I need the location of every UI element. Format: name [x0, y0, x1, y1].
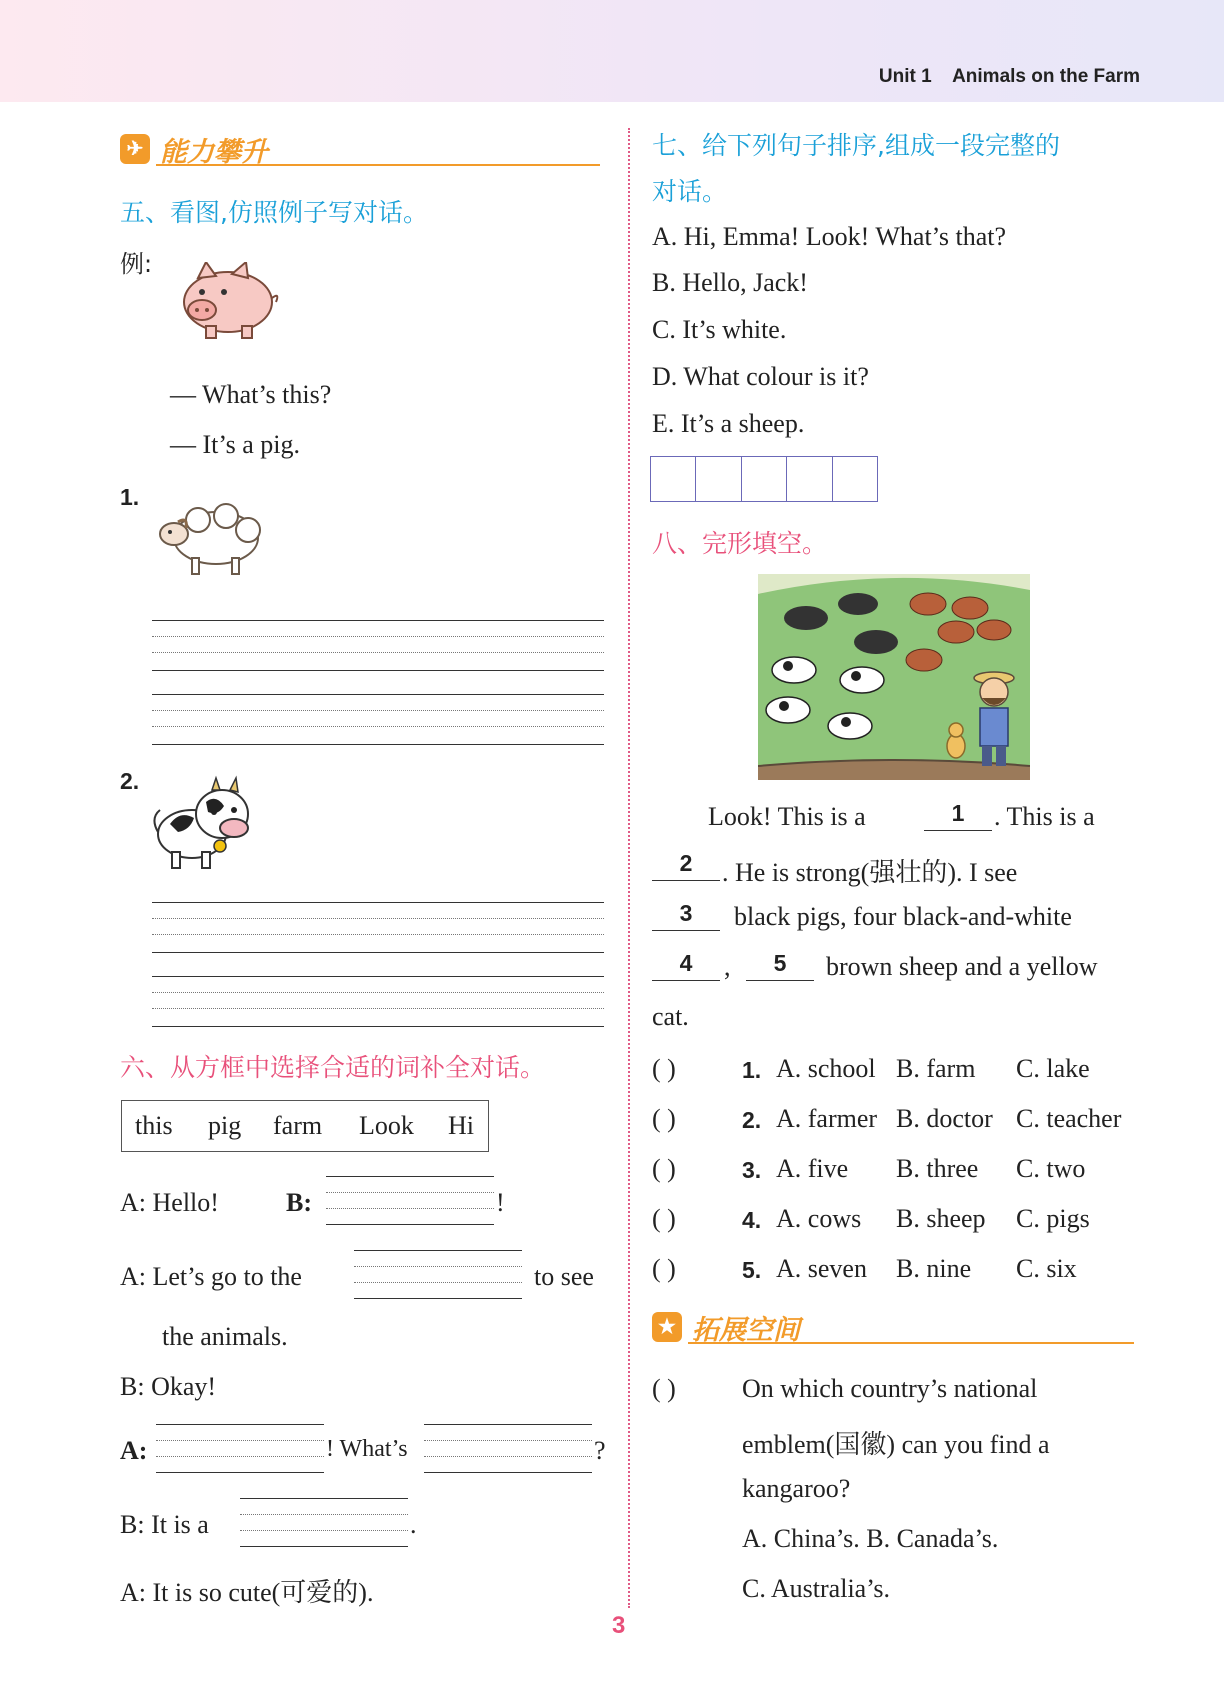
order-answer-box[interactable]	[696, 457, 741, 501]
writing-guide	[152, 918, 604, 919]
q7-option: E. It’s a sheep.	[652, 409, 805, 438]
choice-option[interactable]: C. pigs	[1016, 1204, 1090, 1233]
writing-guide	[152, 652, 604, 653]
section-underline	[688, 1342, 1134, 1344]
answer-guide	[326, 1208, 494, 1209]
q6-heading: 六、从方框中选择合适的词补全对话。	[120, 1053, 546, 1082]
answer-line[interactable]	[326, 1176, 494, 1177]
punctuation: .	[410, 1510, 417, 1539]
dialog-line-2c: the animals.	[162, 1322, 288, 1351]
choice-option[interactable]: B. nine	[896, 1254, 972, 1283]
passage-text: cat.	[652, 1002, 689, 1031]
unit-header	[879, 66, 1140, 88]
answer-guide	[240, 1530, 408, 1531]
passage-text: brown sheep and a yellow	[826, 952, 1098, 981]
choice-option[interactable]: A. seven	[776, 1254, 867, 1283]
answer-paren[interactable]: ( )	[652, 1054, 676, 1083]
answer-paren[interactable]: ( )	[652, 1154, 676, 1183]
word-box	[121, 1100, 489, 1152]
writing-line[interactable]	[152, 620, 604, 621]
answer-guide	[156, 1440, 324, 1441]
rocket-icon: ✈	[120, 134, 150, 164]
answer-paren[interactable]: ( )	[652, 1204, 676, 1233]
writing-line[interactable]	[152, 976, 604, 977]
cloze-blank[interactable]: 5	[746, 950, 814, 981]
choice-option[interactable]: C. two	[1016, 1154, 1086, 1183]
answer-line[interactable]	[326, 1224, 494, 1225]
choice-number: 3.	[742, 1157, 762, 1183]
passage-text: . This is a	[994, 802, 1095, 831]
order-answer-box[interactable]	[833, 457, 877, 501]
word-box-word: Hi	[448, 1111, 474, 1140]
choice-number: 1.	[742, 1057, 762, 1083]
page-number: 3	[612, 1612, 626, 1639]
q7-option: C. It’s white.	[652, 315, 787, 344]
answer-line[interactable]	[354, 1250, 522, 1251]
answer-guide	[424, 1440, 592, 1441]
example-answer: — It’s a pig.	[170, 430, 300, 459]
cloze-blank[interactable]: 3	[652, 900, 720, 931]
passage-text: Look! This is a	[708, 802, 866, 831]
answer-guide	[354, 1266, 522, 1267]
q5-heading: 五、看图,仿照例子写对话。	[120, 198, 428, 227]
dialog-line-1a: A: Hello!	[120, 1188, 219, 1217]
word-box-word: farm	[273, 1111, 323, 1140]
choice-option[interactable]: B. three	[896, 1154, 979, 1183]
word-box-word: pig	[208, 1111, 242, 1140]
choice-number: 5.	[742, 1257, 762, 1283]
choice-option[interactable]: A. farmer	[776, 1104, 878, 1133]
writing-guide	[152, 934, 604, 935]
writing-guide	[152, 710, 604, 711]
choice-option[interactable]: B. sheep	[896, 1204, 986, 1233]
extend-question-cont: emblem(国徽) can you find a	[742, 1430, 1050, 1459]
passage-text: black pigs, four black-and-white	[734, 902, 1072, 931]
cloze-blank[interactable]: 1	[924, 800, 992, 831]
writing-line[interactable]	[152, 670, 604, 671]
answer-guide	[354, 1282, 522, 1283]
cloze-blank[interactable]: 4	[652, 950, 720, 981]
q7-option: A. Hi, Emma! Look! What’s that?	[652, 222, 1007, 251]
dialog-line-3: B: Okay!	[120, 1372, 217, 1401]
cloze-blank[interactable]: 2	[652, 850, 720, 881]
q7-option: B. Hello, Jack!	[652, 268, 808, 297]
order-answer-box[interactable]	[787, 457, 832, 501]
punctuation: ?	[594, 1436, 606, 1465]
writing-line[interactable]	[152, 952, 604, 953]
writing-guide	[152, 992, 604, 993]
example-question: — What’s this?	[170, 380, 332, 409]
dialog-line-4b: ! What’s	[326, 1436, 408, 1462]
answer-line[interactable]	[156, 1472, 324, 1473]
passage-text: . He is strong(强壮的). I see	[722, 858, 1018, 887]
star-icon: ★	[652, 1312, 682, 1342]
answer-guide	[240, 1514, 408, 1515]
unit-label: Unit 1	[878, 66, 932, 87]
choice-option[interactable]: A. cows	[776, 1204, 862, 1233]
extend-question: On which country’s national	[742, 1374, 1038, 1403]
example-label: 例:	[120, 250, 153, 278]
cow-image	[150, 772, 262, 874]
choice-option[interactable]: B. doctor	[896, 1104, 993, 1133]
choice-option[interactable]: A. five	[776, 1154, 849, 1183]
order-answer-box[interactable]	[651, 457, 696, 501]
choice-option[interactable]: A. school	[776, 1054, 876, 1083]
writing-line[interactable]	[152, 694, 604, 695]
answer-line[interactable]	[354, 1298, 522, 1299]
answer-line[interactable]	[424, 1424, 592, 1425]
answer-line[interactable]	[240, 1546, 408, 1547]
answer-line[interactable]	[240, 1498, 408, 1499]
q7-heading-cont: 对话。	[652, 177, 728, 206]
item-number: 2.	[120, 768, 140, 794]
answer-line[interactable]	[156, 1424, 324, 1425]
answer-paren[interactable]: ( )	[652, 1374, 676, 1403]
writing-line[interactable]	[152, 744, 604, 745]
writing-line[interactable]	[152, 902, 604, 903]
choice-number: 4.	[742, 1207, 762, 1233]
word-box-word: Look	[359, 1111, 414, 1140]
answer-guide	[424, 1456, 592, 1457]
answer-paren[interactable]: ( )	[652, 1104, 676, 1133]
answer-line[interactable]	[424, 1472, 592, 1473]
answer-guide	[156, 1456, 324, 1457]
word-box-word: this	[135, 1111, 173, 1140]
q8-heading: 八、完形填空。	[652, 529, 828, 558]
order-answer-boxes	[650, 456, 878, 502]
q7-option: D. What colour is it?	[652, 362, 869, 391]
extend-question-cont: kangaroo?	[742, 1474, 851, 1503]
column-divider	[628, 128, 630, 1608]
choice-option[interactable]: C. teacher	[1016, 1104, 1122, 1133]
writing-line[interactable]	[152, 1026, 604, 1027]
extend-option-c[interactable]: C. Australia’s.	[742, 1574, 891, 1603]
answer-paren[interactable]: ( )	[652, 1254, 676, 1283]
item-number: 1.	[120, 484, 140, 510]
writing-guide	[152, 726, 604, 727]
choice-number: 2.	[742, 1107, 762, 1133]
unit-title: Animals on the Farm	[952, 66, 1140, 87]
dialog-line-2a: A: Let’s go to the	[120, 1262, 302, 1291]
sheep-image	[152, 500, 264, 578]
passage-comma: ,	[724, 952, 731, 981]
q7-heading: 七、给下列句子排序,组成一段完整的	[652, 131, 1060, 160]
extend-options[interactable]: A. China’s. B. Canada’s.	[742, 1524, 999, 1553]
dialog-line-6: A: It is so cute(可爱的).	[120, 1578, 374, 1607]
section-underline	[156, 164, 600, 166]
pig-image	[172, 262, 280, 340]
farm-image	[758, 574, 1030, 780]
punctuation: !	[496, 1188, 505, 1217]
dialog-line-5a: B: It is a	[120, 1510, 209, 1539]
section-extend-title: 拓展空间	[692, 1315, 800, 1346]
writing-guide	[152, 636, 604, 637]
dialog-speaker: A:	[120, 1436, 148, 1465]
dialog-speaker: B:	[286, 1188, 312, 1217]
choice-option[interactable]: B. farm	[896, 1054, 976, 1083]
section-ability-title: 能力攀升	[160, 137, 268, 168]
choice-option[interactable]: C. lake	[1016, 1054, 1090, 1083]
writing-guide	[152, 1008, 604, 1009]
dialog-line-2b: to see	[534, 1262, 594, 1291]
choice-option[interactable]: C. six	[1016, 1254, 1077, 1283]
answer-guide	[326, 1192, 494, 1193]
order-answer-box[interactable]	[742, 457, 787, 501]
